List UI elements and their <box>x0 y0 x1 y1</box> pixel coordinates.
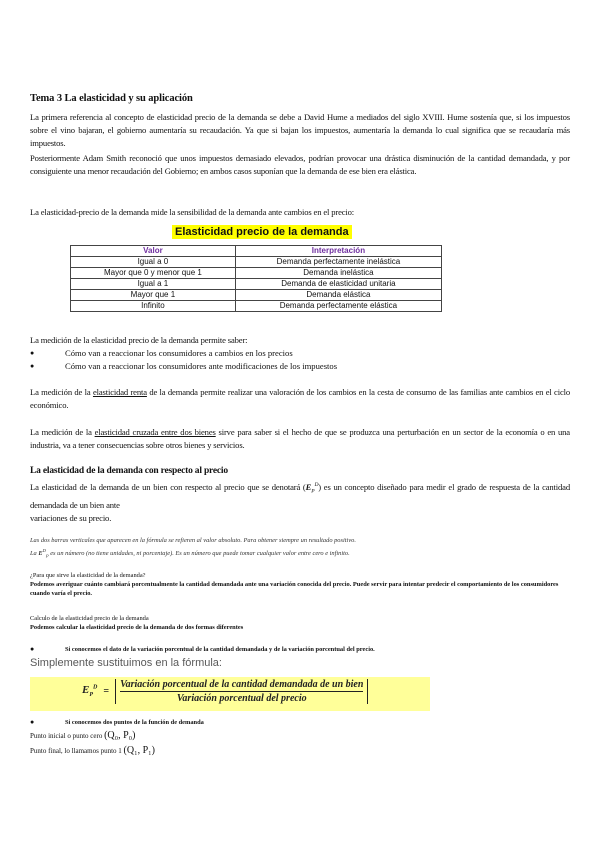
definition-paragraph: La elasticidad-precio de la demanda mide la sensibilidad de la demanda ante cambios en el precio: <box>30 207 355 217</box>
table-title: Elasticidad precio de la demanda <box>172 225 352 239</box>
cruzada-term: elasticidad cruzada entre dos bienes <box>94 427 216 437</box>
para-que-question: ¿Para que sirve la elasticidad de la demanda? <box>30 572 146 579</box>
table-cell: Mayor que 1 <box>71 290 236 301</box>
list-item: ● Cómo van a reaccionar los consumidores ante modificaciones de los impuestos <box>30 360 570 373</box>
table-row <box>71 301 442 312</box>
renta-paragraph: La medición de la elasticidad renta de la demanda permite realizar una valoración de los cambios en la cesta de consumo de las familias ante cambios en el ciclo económico. <box>30 387 571 410</box>
notes-block <box>30 536 570 561</box>
table-row <box>71 257 442 268</box>
list-item: ● Si conocemos dos puntos de la función de demanda <box>30 718 570 727</box>
calculo-block <box>30 614 570 632</box>
point1-line: Punto final, lo llamamos punto 1 (Q₁, P₁) <box>30 745 155 756</box>
formula-denominator: Variación porcentual del precio <box>176 693 307 704</box>
measure-intro: La medición de la elasticidad precio de la demanda permite saber: <box>30 335 248 345</box>
table-cell: Mayor que 0 y menor que 1 <box>71 268 236 279</box>
table-row <box>71 279 442 290</box>
table-header-cell: Valor <box>71 246 236 257</box>
method1-block <box>30 645 570 654</box>
formula-heading: Simplemente sustituimos en la fórmula: <box>30 657 222 669</box>
table-cell: Demanda perfectamente elástica <box>235 301 441 312</box>
table-cell: Igual a 1 <box>71 279 236 290</box>
elasticity-table <box>70 245 442 312</box>
intro-paragraph-2: Posteriormente Adam Smith reconoció que unos impuestos demasiado elevados, podrían provocar una drástica disminución de la cantidad demandada, y por consiguiente una menor recaudación del Gobierno; en ambos casos suponían que la demanda de ese bien era elástica. <box>30 153 570 176</box>
para-que-answer: Podemos averiguar cuánto cambiará porcentualmente la cantidad demandada ante una variación conocida del precio. Puede servir para intentar predecir el comportamiento de los consumidores cuando varía el precio. <box>30 581 559 597</box>
section2-title-block <box>30 466 570 476</box>
table-row <box>71 268 442 279</box>
calculo-title: Calculo de la elasticidad precio de la demanda <box>30 615 149 622</box>
table-cell: Infinito <box>71 301 236 312</box>
point0-value: (Q₀, P₀) <box>104 730 136 741</box>
note-absolute-value: Las dos barras verticales que aparecen en la fórmula se refieren al valor absoluto. Para obtener siempre un resultado positivo. <box>30 537 356 544</box>
page-title: Tema 3 La elasticidad y su aplicación <box>30 93 193 104</box>
note-unitless: La $E^D_P$ es un número (no tiene unidades, ni porcentaje). Es un número que puede tomar cualquier valor entre cero e infinito. <box>30 548 350 559</box>
measure-block <box>30 334 570 373</box>
formula-box <box>30 677 430 711</box>
elasticity-symbol: E <box>305 481 312 492</box>
calculo-subtitle: Podemos calcular la elasticidad precio de la demanda de dos formas diferentes <box>30 624 244 631</box>
table-cell: Igual a 0 <box>71 257 236 268</box>
table-row <box>71 290 442 301</box>
section2-title: La elasticidad de la demanda con respecto al precio <box>30 466 228 476</box>
table-cell: Demanda de elasticidad unitaria <box>235 279 441 290</box>
table-cell: Demanda elástica <box>235 290 441 301</box>
formula-numerator: Variación porcentual de la cantidad demandada de un bien <box>120 679 364 690</box>
formula-fraction <box>115 679 368 704</box>
cruzada-paragraph: La medición de la elasticidad cruzada entre dos bienes sirve para saber si el hecho de que se produzca una perturbación en un sector de la economía o en una industria, va a tener consecuencias sobre otros bienes y servicios. <box>30 427 570 450</box>
table-header-row <box>71 246 442 257</box>
method2-block <box>30 718 570 727</box>
point1-value: (Q₁, P₁) <box>123 745 155 756</box>
measure-list <box>30 347 570 373</box>
table-header-cell: Interpretación <box>235 246 441 257</box>
renta-term: elasticidad renta <box>92 387 147 397</box>
list-item: ● Si conocemos el dato de la variación porcentual de la cantidad demandada y de la variación porcentual del precio. <box>30 645 570 654</box>
para-que-block <box>30 571 570 598</box>
table-cell: Demanda inelástica <box>235 268 441 279</box>
elasticity-table-block <box>70 222 442 312</box>
formula-heading-block <box>30 657 570 669</box>
list-item: ● Cómo van a reaccionar los consumidores a cambios en los precios <box>30 347 570 360</box>
section2-paragraph: La elasticidad de la demanda de un bien con respecto al precio que se denotará $(E_P^D)$ es un concepto diseñado para medir el grado de respuesta de la cantidad demandada de un bien ante variaciones de su precio. <box>30 481 570 523</box>
point0-line: Punto inicial o punto cero (Q₀, P₀) <box>30 730 136 741</box>
elasticity-formula: $E_P^D$ = $\frac{\text{Variación porcentual de la cantidad demandada de un bien}}{\text{Variación porcentual del precio}}$ <box>82 679 368 704</box>
table-cell: Demanda perfectamente inelástica <box>235 257 441 268</box>
intro-paragraph-1: La primera referencia al concepto de elasticidad precio de la demanda se debe a David Hume a mediados del siglo XVIII. Hume sostenía que, si los impuestos sobre el vino bajaran, el gobierno aumentaría su recaudación. Ya que si bajan los impuestos, aumentaría la demanda lo cual significa que se recaudaría más impuestos. <box>30 112 570 148</box>
